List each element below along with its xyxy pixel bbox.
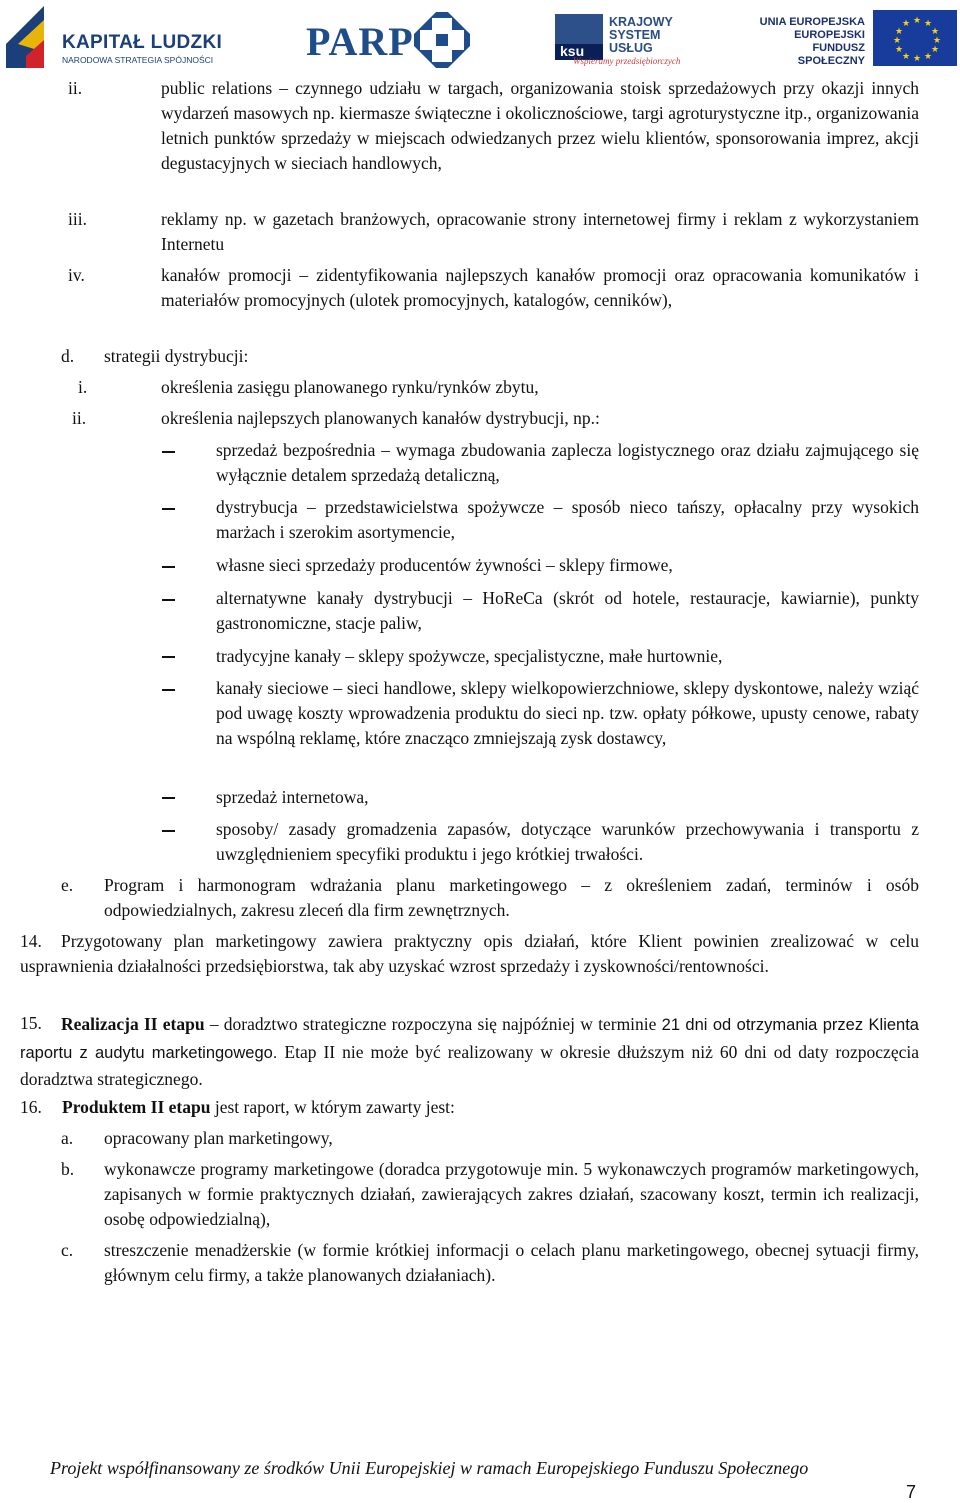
kapital-ludzki-logo [4,4,234,72]
paragraph-16-number: 16. [20,1097,42,1117]
parp-text: PARP [306,19,414,64]
svg-text:★: ★ [933,36,942,46]
ue-line-3: FUNDUSZ SPOŁECZNY [797,42,865,67]
paragraph-15-part1: – doradztwo strategiczne rozpoczyna się najpóźniej w terminie [204,1014,662,1034]
svg-text:★: ★ [913,54,922,64]
item-e-text: Program i harmonogram wdrażania planu marketingowego – z określeniem zadań, terminów i osób odpowiedzialnych, zakresu zleceń dla firm zewnętrznych. [104,875,919,920]
item-iv-number: iv. [68,265,85,285]
svg-text:★: ★ [893,36,902,46]
ksu-abbr: ksu [560,43,585,59]
item-d-ii-text: określenia najlepszych planowanych kanałów dystrybucji, np.: [161,408,600,428]
svg-text:★: ★ [924,52,933,62]
item-e-letter: e. [61,875,74,895]
ksu-title [609,16,673,55]
svg-text:★: ★ [924,19,933,29]
item-16a-text: opracowany plan marketingowy, [104,1128,333,1148]
paragraph-14-text: Przygotowany plan marketingowy zawiera praktyczny opis działań, które Klient powinien zrealizować w celu usprawnienia działalności przedsiębiorstwa, tak aby uzyskać wzrost sprzedaży i zyskowności/rentowności. [20,931,919,976]
kapital-ludzki-subtitle: NARODOWA STRATEGIA SPÓJNOŚCI [62,55,214,65]
ksu-tagline: Wspieramy przedsiębiorczych [573,56,681,66]
ue-line-2: EUROPEJSKI [794,29,865,41]
dash-item-8: sposoby/ zasady gromadzenia zapasów, dotyczące warunków przechowywania i transportu z uwzględnieniem specyfiki produktu i jego krótkiej trwałości. [216,819,919,864]
item-16c-text: streszczenie menadżerskie (w formie krótkiej informacji o celach planu marketingowego, obecnej sytuacji firmy, głównym celu firmy, a także planowanych działaniach). [104,1240,919,1285]
svg-text:★: ★ [902,52,911,62]
dash-item-3: własne sieci sprzedaży producentów żywności – sklepy firmowe, [216,555,673,575]
svg-text:★: ★ [902,19,911,29]
footer-text: Projekt współfinansowany ze środków Unii Europejskiej w ramach Europejskiego Funduszu Społecznego [50,1458,809,1478]
dash-item-7: sprzedaż internetowa, [216,787,369,807]
paragraph-15-sans: 21 dni od otrzymania przez Klienta raportu z audytu marketingowego. [20,1016,919,1062]
dash-bullet-7 [162,797,175,799]
item-d-letter: d. [61,346,75,366]
item-iii-text: reklamy np. w gazetach branżowych, opracowanie strony internetowej firmy i reklam z wykorzystaniem Internetu [161,209,919,254]
parp-logo [306,4,476,72]
item-ii-number: ii. [68,78,83,98]
ksu-line-3: USŁUG [609,41,653,55]
item-16a-letter: a. [61,1128,74,1148]
ksu-logo [555,4,695,72]
dash-item-1: sprzedaż bezpośrednia – wymaga zbudowania zaplecza logistycznego oraz działu zajmującego się wyłącznie detalem sprzedażą detaliczną, [216,440,919,485]
dash-bullet-8 [162,830,175,832]
kapital-ludzki-emblem-icon [4,4,56,70]
paragraph-15-bold: Realizacja II etapu [61,1014,205,1034]
dash-bullet-5 [162,656,175,658]
svg-text:★: ★ [895,45,904,55]
ksu-emblem-icon [555,14,605,60]
dash-bullet-4 [162,599,175,601]
paragraph-16-rest: jest raport, w którym zawarty jest: [210,1097,455,1117]
dash-item-2: dystrybucja – przedstawicielstwa spożywcze – sposób nieco tańszy, opłacalny przy wysokich marżach i szerokim asortymencie, [216,497,919,542]
svg-text:★: ★ [895,27,904,37]
dash-item-6: kanały sieciowe – sieci handlowe, sklepy wielkopowierzchniowe, sklepy dyskontowe, należy wziąć pod uwagę koszty wprowadzenia produktu do sieci np. tzw. opłaty półkowe, upusty cenowe, rabaty na wspólną reklamę, które znacząco zmniejszają zysk dostawcy, [216,678,919,748]
paragraph-15-part2: Etap II nie może być realizowany w okresie dłuższym niż 60 dni od daty rozpoczęcia doradztwa strategicznego. [20,1041,919,1089]
item-iii-number: iii. [68,209,87,229]
dash-item-4: alternatywne kanały dystrybucji – HoReCa (skrót od hotele, restauracje, kawiarnie), punkty gastronomiczne, stacje paliw, [216,588,919,633]
paragraph-14-number: 14. [20,931,42,951]
item-iv-text: kanałów promocji – zidentyfikowania najlepszych kanałów promocji oraz opracowania komunikatów i materiałów promocyjnych (ulotek promocyjnych, katalogów, cenników), [161,265,919,310]
svg-text:★: ★ [913,16,922,26]
item-d-i-text: określenia zasięgu planowanego rynku/rynków zbytu, [161,377,539,397]
item-ii-text: public relations – czynnego udziału w targach, organizowania stoisk sprzedażowych przy okazji innych wydarzeń masowych np. kiermasze świąteczne i okolicznościowe, targi agroturystyczne itp., organizowania letnich punktów sprzedaży w miejscach odwiedzanych przez wielu klientów, sponsorowania imprez, akcji degustacyjnych w sieciach handlowych, [161,78,919,173]
parp-emblem-icon [414,12,470,68]
dash-bullet-1 [162,451,175,453]
kapital-ludzki-title: KAPITAŁ LUDZKI [62,32,223,53]
item-16b-letter: b. [61,1159,75,1179]
ksu-line-2: SYSTEM [609,28,661,42]
header-logos [0,0,960,76]
paragraph-16-text [62,1095,919,1120]
ksu-line-1: KRAJOWY [609,15,673,29]
page-number: 7 [906,1482,917,1502]
paragraph-15-text [20,1011,919,1093]
eu-flag-icon [873,10,957,66]
dash-bullet-3 [162,566,175,568]
item-d-ii-number: ii. [72,408,87,428]
dash-bullet-2 [162,508,175,510]
item-d-text: strategii dystrybucji: [104,346,249,366]
svg-text:★: ★ [931,45,940,55]
item-16c-letter: c. [61,1240,74,1260]
ue-text [745,16,865,68]
ue-efs-logo [745,4,957,72]
paragraph-15-number: 15. [20,1013,42,1033]
item-16b-text: wykonawcze programy marketingowe (doradca przygotowuje min. 5 wykonawczych programów marketingowych, zapisanych w formie praktycznych działań, zawierających zakres działań, szacowany koszt, termin ich realizacji, osobę odpowiedzialną), [104,1159,919,1229]
dash-item-5: tradycyjne kanały – sklepy spożywcze, specjalistyczne, małe hurtownie, [216,646,723,666]
dash-bullet-6 [162,689,175,691]
svg-text:★: ★ [931,27,940,37]
item-d-i-number: i. [78,377,88,397]
paragraph-16-bold: Produktem II etapu [62,1097,211,1117]
ue-line-1: UNIA EUROPEJSKA [759,16,865,28]
